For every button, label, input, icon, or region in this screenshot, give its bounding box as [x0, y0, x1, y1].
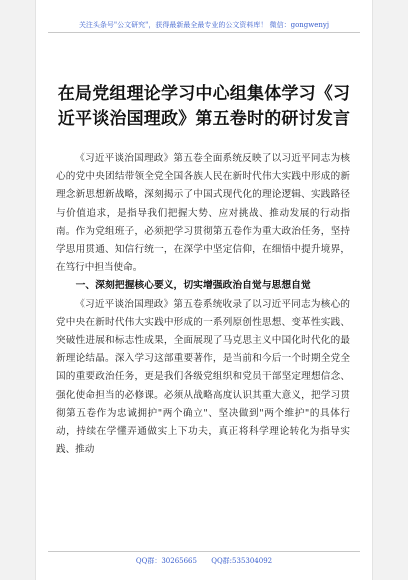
footer-divider — [48, 551, 360, 552]
document-body — [56, 150, 350, 459]
section-heading: 一、深刻把握核心要义，切实增强政治自觉与思想自觉 — [75, 280, 311, 292]
paragraph-intro: 《习近平谈治国理政》第五卷全面系统反映了以习近平同志为核心的党中央团结带领全党全国各族人民在新时代伟大实践中形成的新理念新思想新战略，深刻揭示了中国式现代化的理论逻辑、实践路径与价值追求，是指导我们把握大势、应对挑战、推动发展的行动指南。作为党组班子，必须把学习贯彻第五卷作为重大政治任务，坚持学思用贯通、知信行统一，在深学中坚定信仰，在细悟中提升境界，在笃行中担当使命。 — [56, 153, 350, 274]
footer-qq-group-1: QQ群：30265665 — [135, 557, 197, 565]
document-title: 在局党组理论学习中心组集体学习《习近平谈治国理政》第五卷时的研讨发言 — [57, 84, 351, 129]
page-header: 关注头条号"公文研究"，获得最新最全最专业的公文资料库！ 微信：gongwenyj — [78, 21, 330, 29]
document-page — [36, 0, 372, 580]
header-divider — [48, 32, 360, 33]
footer-qq-group-2: QQ群:535304092 — [211, 557, 273, 565]
paragraph-section-one: 《习近平谈治国理政》第五卷系统收录了以习近平同志为核心的党中央在新时代伟大实践中形成的一系列原创性思想、变革性实践、突破性进展和标志性成果，全面展现了马克思主义中国化时代化的最新理论结晶。深入学习这部重要著作，是当前和今后一个时期全党全国的重要政治任务，更是我们各级党组织和党员干部坚定理想信念、强化使命担当的必修课。必须从战略高度认识其重大意义，把学习贯彻第五卷作为忠诚拥护"两个确立"、坚决做到"两个维护"的具体行动，持续在学懂弄通做实上下功夫，真正将科学理论转化为指导实践、推动 — [56, 298, 350, 456]
page-footer — [36, 556, 372, 566]
